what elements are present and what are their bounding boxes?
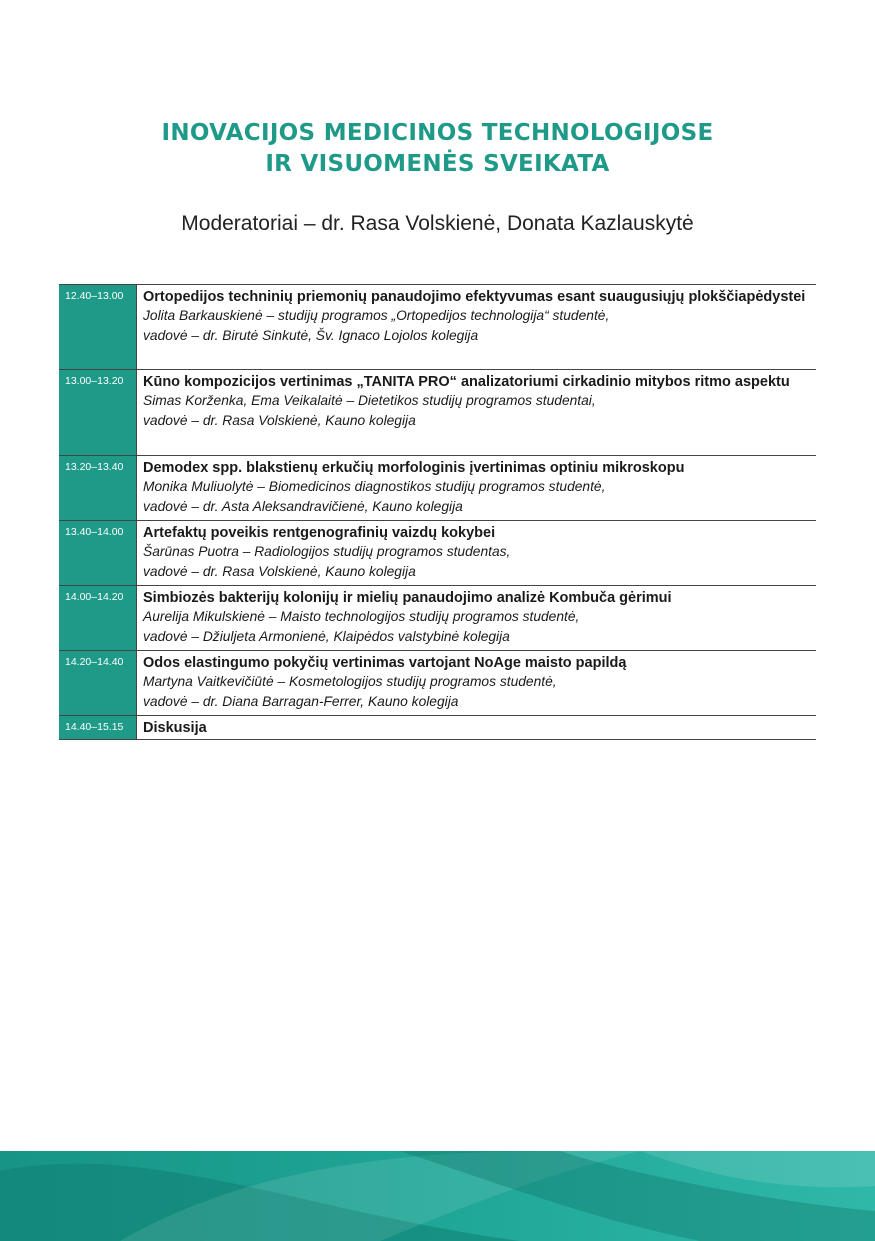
schedule-row	[59, 586, 816, 651]
talk-cell	[136, 285, 816, 369]
talk-supervisor: vadovė – dr. Asta Aleksandravičienė, Kauno kolegija	[143, 499, 463, 514]
talk-cell	[136, 586, 816, 650]
talk-supervisor: vadovė – dr. Rasa Volskienė, Kauno kolegija	[143, 564, 416, 579]
schedule-row	[59, 456, 816, 521]
time-slot: 14.00–14.20	[59, 586, 136, 650]
talk-supervisor: vadovė – dr. Birutė Sinkutė, Šv. Ignaco Lojolos kolegija	[143, 328, 479, 343]
talk-cell	[136, 456, 816, 520]
talk-title: Demodex spp. blakstienų erkučių morfologinis įvertinimas optiniu mikroskopu	[143, 460, 685, 476]
talk-authors: Simas Korženka, Ema Veikalaitė – Dietetikos studijų programos studentai,	[143, 393, 596, 408]
talk-cell	[136, 651, 816, 715]
time-slot: 14.40–15.15	[59, 716, 136, 739]
talk-title: Diskusija	[143, 720, 207, 736]
schedule-row	[59, 285, 816, 370]
footer-decoration	[0, 1151, 875, 1241]
talk-title: Odos elastingumo pokyčių vertinimas vartojant NoAge maisto papildą	[143, 655, 627, 671]
talk-authors: Martyna Vaitkevičiūtė – Kosmetologijos studijų programos studentė,	[143, 674, 557, 689]
time-slot: 13.40–14.00	[59, 521, 136, 585]
talk-title: Simbiozės bakterijų kolonijų ir mielių panaudojimo analizė Kombuča gėrimui	[143, 590, 672, 606]
talk-cell	[136, 716, 816, 739]
time-slot: 14.20–14.40	[59, 651, 136, 715]
time-slot: 12.40–13.00	[59, 285, 136, 369]
talk-supervisor: vadovė – Džiuljeta Armonienė, Klaipėdos valstybinė kolegija	[143, 629, 510, 644]
title-line-1: INOVACIJOS MEDICINOS TECHNOLOGIJOSE	[161, 120, 714, 146]
title-line-2: IR VISUOMENĖS SVEIKATA	[265, 151, 610, 177]
talk-cell	[136, 370, 816, 455]
schedule-row	[59, 370, 816, 456]
talk-title: Kūno kompozicijos vertinimas „TANITA PRO“ analizatoriumi cirkadinio mitybos ritmo aspektu	[143, 374, 790, 390]
talk-supervisor: vadovė – dr. Diana Barragan-Ferrer, Kauno kolegija	[143, 694, 459, 709]
schedule-table	[59, 284, 816, 740]
schedule-row	[59, 651, 816, 716]
schedule-row	[59, 716, 816, 740]
talk-authors: Monika Muliuolytė – Biomedicinos diagnostikos studijų programos studentė,	[143, 479, 606, 494]
talk-title: Artefaktų poveikis rentgenografinių vaizdų kokybei	[143, 525, 496, 541]
footer-wave-graphic	[0, 1151, 875, 1241]
time-slot: 13.20–13.40	[59, 456, 136, 520]
time-slot: 13.00–13.20	[59, 370, 136, 455]
page-title	[0, 118, 875, 180]
talk-cell	[136, 521, 816, 585]
talk-supervisor: vadovė – dr. Rasa Volskienė, Kauno kolegija	[143, 413, 416, 428]
talk-authors: Jolita Barkauskienė – studijų programos „Ortopedijos technologija“ studentė,	[143, 308, 610, 323]
talk-authors: Aurelija Mikulskienė – Maisto technologijos studijų programos studentė,	[143, 609, 580, 624]
schedule-row	[59, 521, 816, 586]
talk-title: Ortopedijos techninių priemonių panaudojimo efektyvumas esant suaugusiųjų plokščiapėdystei	[143, 289, 806, 305]
moderators-line: Moderatoriai – dr. Rasa Volskienė, Donata Kazlauskytė	[181, 212, 694, 235]
talk-authors: Šarūnas Puotra – Radiologijos studijų programos studentas,	[143, 544, 511, 559]
